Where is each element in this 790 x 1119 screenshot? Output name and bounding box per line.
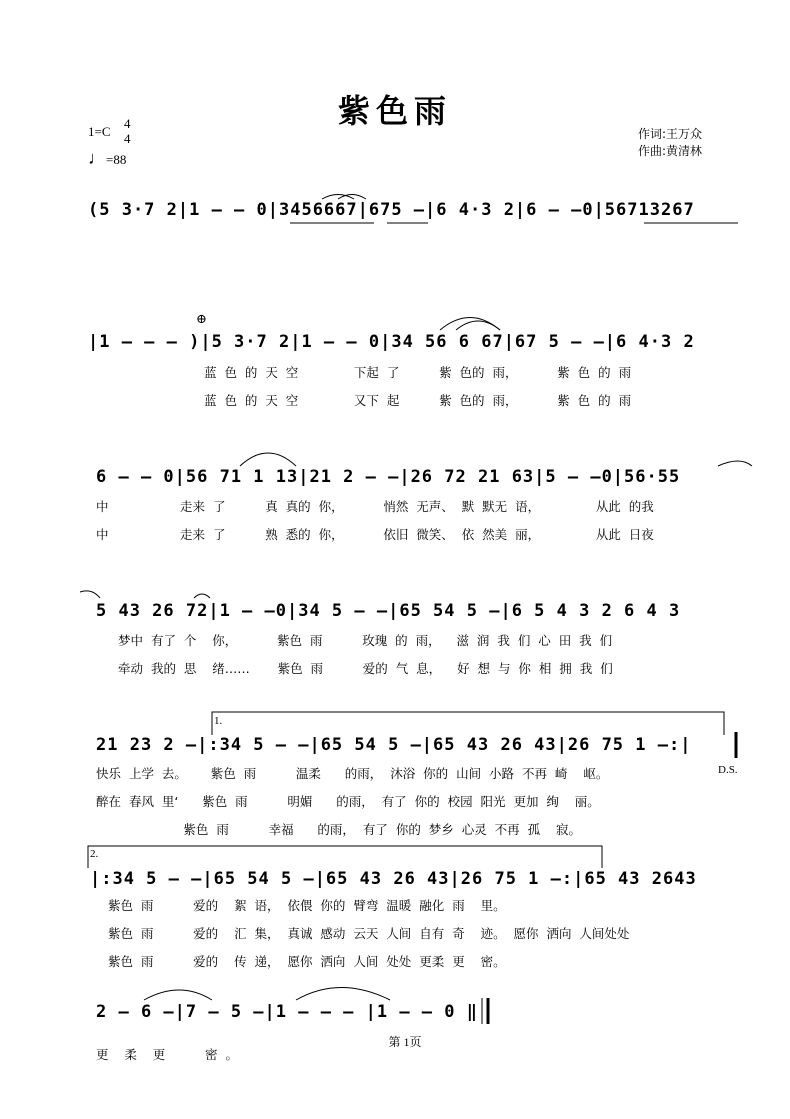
notation-line-5: 21 23 2 –|:34 5 – –|65 54 5 –|65 43 26 43|26 75 1 –:|: [96, 735, 692, 755]
lyric-line-5a: 快乐 上学 去。 紫色 雨 温柔 的雨， 沐浴 你的 山间 小路 不再 崎 岖。: [96, 766, 609, 781]
time-signature-bottom: 4: [124, 131, 131, 146]
tempo-marking: [88, 148, 126, 169]
key-signature: 1=C: [88, 124, 111, 139]
second-ending-label: 2.: [90, 848, 99, 860]
lyric-line-2b: 蓝 色 的 天 空 又下 起 紫 色的 雨， 紫 色 的 雨: [204, 393, 632, 408]
lyric-line-5b: 醉在 春风 里‘ 紫色 雨 明媚 的雨， 有了 你的 校园 阳光 更加 绚 丽。: [96, 794, 600, 809]
notation-line-4: 5 43 26 72|1 – –0|34 5 – –|65 54 5 –|6 5 4 3 2 6 4 3: [96, 601, 681, 621]
lyric-line-3b: 中 走来 了 熟 悉的 你， 依旧 微笑、 依 然美 丽， 从此 日夜: [96, 527, 654, 542]
segno-mark: ⊕: [196, 311, 207, 326]
song-title: 紫色雨: [337, 92, 452, 130]
tempo-value: =88: [106, 152, 127, 167]
notation-line-2: |1 – – – )|5 3·7 2|1 – – 0|34 56 6 67|67 5 – –|6 4·3 2: [88, 332, 695, 352]
time-signature-top: 4: [124, 116, 131, 131]
notation-line-7: 2 – 6 –|7 – 5 –|1 – – – |1 – – 0 ‖: [96, 1002, 478, 1022]
lyric-line-6b: 紫色 雨 爱的 汇 集， 真诚 感动 云天 人间 自有 奇 迹。 愿你 洒向 人间处处: [108, 926, 630, 941]
time-signature: [124, 116, 131, 146]
first-ending-label: 1.: [214, 715, 223, 727]
notation-line-3: 6 – – 0|56 71 1 13|21 2 – –|26 72 21 63|5 – –0|56·55: [96, 467, 681, 487]
ds-marking: D.S.: [718, 764, 738, 776]
page-number: 第 1页: [388, 1035, 422, 1049]
lyric-line-5c: 紫色 雨 幸福 的雨， 有了 你的 梦乡 心灵 不再 孤 寂。: [96, 822, 582, 837]
lyric-line-4b: 牵动 我的 思 绪…… 紫色 雨 爱的 气 息， 好 想 与 你 相 拥 我 们: [118, 661, 613, 676]
lyric-line-3a: 中 走来 了 真 真的 你， 悄然 无声、 默 默无 语， 从此 的我: [96, 499, 654, 514]
credits: [638, 126, 702, 160]
lyric-line-6a: 紫色 雨 爱的 絮 语， 依偎 你的 臂弯 温暖 融化 雨 里。: [108, 898, 506, 913]
notation-line-6: |:34 5 – –|65 54 5 –|65 43 26 43|26 75 1 –:|65 43 2643: [90, 869, 697, 889]
lyric-line-2a: 蓝 色 的 天 空 下起 了 紫 色的 雨， 紫 色 的 雨: [204, 365, 632, 380]
lyric-line-7a: 更 柔 更 密 。: [96, 1047, 238, 1062]
lyricist: 作词:王万众: [638, 127, 703, 141]
notation-line-1: (5 3·7 2|1 – – 0|3456667|675 –|6 4·3 2|6 – –0|56713267: [88, 200, 695, 220]
lyric-line-4a: 梦中 有了 个 你， 紫色 雨 玫瑰 的 雨， 滋 润 我 们 心 田 我 们: [118, 633, 613, 648]
composer: 作曲:黄清林: [638, 144, 703, 158]
lyric-line-6c: 紫色 雨 爱的 传 递， 愿你 洒向 人间 处处 更柔 更 密。: [108, 954, 506, 969]
quarter-note-icon: ♩: [88, 148, 106, 168]
